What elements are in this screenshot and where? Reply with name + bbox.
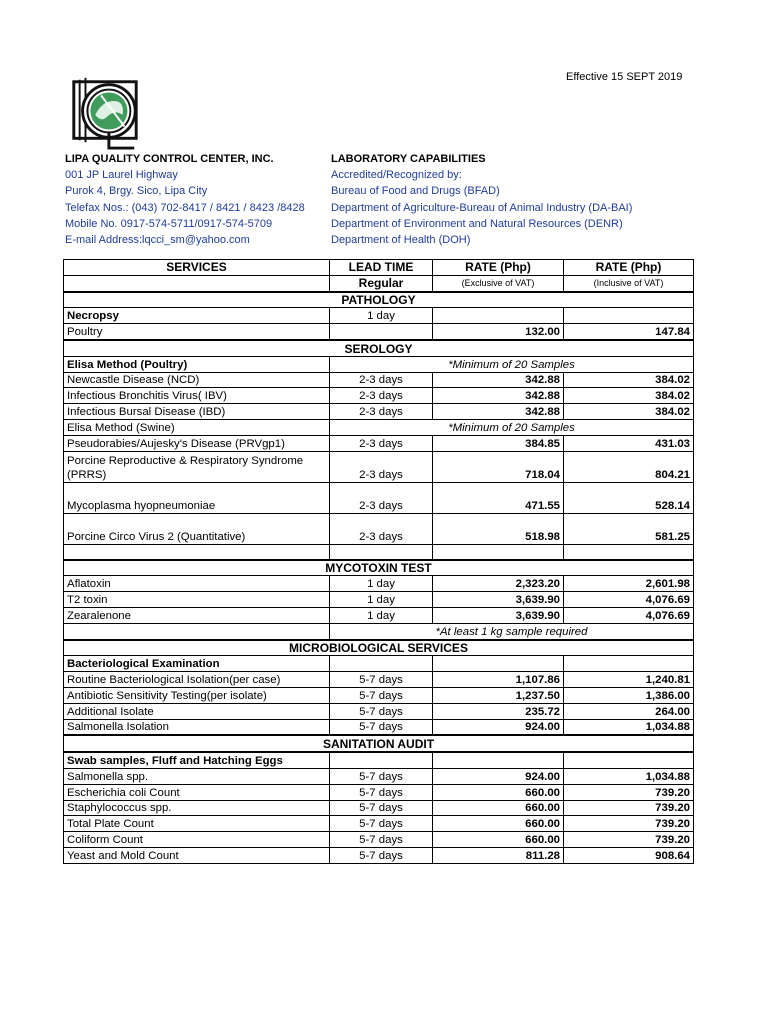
rate-in-cell: 4,076.69 [564,607,694,623]
table-row [64,482,694,513]
table-row [64,388,694,404]
service-cell: Porcine Circo Virus 2 (Quantitative) [64,513,330,544]
table-row [64,719,694,735]
rate-in-cell: 384.02 [564,404,694,420]
rate-ex-cell: 132.00 [433,324,564,340]
rate-in-cell: 264.00 [564,703,694,719]
note-sample-requirement: *At least 1 kg sample required [330,623,694,639]
rate-in-cell: 431.03 [564,435,694,451]
section-microbiological: MICROBIOLOGICAL SERVICES [64,640,694,656]
lead-cell [330,324,433,340]
service-cell: Routine Bacteriological Isolation(per case) [64,672,330,688]
effective-date: Effective 15 SEPT 2019 [566,71,683,83]
rate-ex-cell: 660.00 [433,832,564,848]
group-row [64,356,694,372]
rate-in-cell: 908.64 [564,847,694,863]
lead-cell: 2-3 days [330,482,433,513]
section-row [64,735,694,752]
rate-in-cell: 2,601.98 [564,576,694,592]
rate-ex-cell: 924.00 [433,719,564,735]
service-cell: Mycoplasma hyopneumoniae [64,482,330,513]
rate-in-cell: 739.20 [564,800,694,816]
lead-cell: 5-7 days [330,687,433,703]
spacer-row [64,544,694,560]
group-row [64,656,694,672]
rate-ex-cell: 660.00 [433,816,564,832]
lead-cell: 2-3 days [330,372,433,388]
rate-in-cell: 528.14 [564,482,694,513]
table-row [64,404,694,420]
section-row [64,560,694,576]
table-row [64,513,694,544]
rate-in-cell: 384.02 [564,388,694,404]
rate-ex-cell: 1,107.86 [433,672,564,688]
header-services: SERVICES [64,260,330,276]
group-swab-samples: Swab samples, Fluff and Hatching Eggs [64,752,330,768]
company-mobile: Mobile No. 0917-574-5711/0917-574-5709 [65,217,273,230]
services-rate-table [63,259,694,864]
company-address: 001 JP Laurel Highway [65,169,178,182]
rate-in-cell: 1,034.88 [564,768,694,784]
group-bacteriological: Bacteriological Examination [64,656,330,672]
rate-in-cell: 384.02 [564,372,694,388]
capabilities-line: Department of Environment and Natural Resources (DENR) [331,217,623,230]
header-regular: Regular [330,275,433,291]
lead-cell: 1 day [330,576,433,592]
lead-cell: 5-7 days [330,703,433,719]
service-cell: Zearalenone [64,607,330,623]
lead-cell: 5-7 days [330,816,433,832]
service-cell: Total Plate Count [64,816,330,832]
rate-ex-cell: 518.98 [433,513,564,544]
table-row [64,607,694,623]
rate-ex-cell: 342.88 [433,372,564,388]
table-row [64,816,694,832]
table-row [64,768,694,784]
rate-ex-cell: 235.72 [433,703,564,719]
rate-ex-cell: 660.00 [433,800,564,816]
group-row [64,308,694,324]
rate-in-cell: 739.20 [564,816,694,832]
section-sanitation: SANITATION AUDIT [64,735,694,752]
lead-cell: 5-7 days [330,719,433,735]
rate-in-cell: 1,034.88 [564,719,694,735]
group-elisa-swine: Elisa Method (Swine) [64,419,330,435]
group-row [64,419,694,435]
service-cell: Yeast and Mold Count [64,847,330,863]
company-logo-icon [66,72,144,150]
capabilities-title: LABORATORY CAPABILITIES [331,153,486,165]
service-cell: T2 toxin [64,592,330,608]
rate-in-cell: 739.20 [564,832,694,848]
rate-ex-cell: 384.85 [433,435,564,451]
table-row [64,324,694,340]
lead-cell: 5-7 days [330,784,433,800]
rate-in-cell: 581.25 [564,513,694,544]
header-rate-exclusive: RATE (Php) [433,260,564,276]
service-cell: Salmonella Isolation [64,719,330,735]
rate-ex-cell: 660.00 [433,784,564,800]
capabilities-line: Department of Health (DOH) [331,234,471,247]
note-row [64,623,694,639]
service-cell: Escherichia coli Count [64,784,330,800]
table-row [64,435,694,451]
group-row [64,752,694,768]
rate-in-cell: 147.84 [564,324,694,340]
service-cell: Staphylococcus spp. [64,800,330,816]
lead-cell: 5-7 days [330,768,433,784]
header-lead-time: LEAD TIME [330,260,433,276]
section-row [64,292,694,308]
table-row [64,847,694,863]
rate-ex-cell: 1,237.50 [433,687,564,703]
service-cell: Infectious Bronchitis Virus( IBV) [64,388,330,404]
header-exclusive-vat: (Exclusive of VAT) [433,275,564,291]
rate-ex-cell: 342.88 [433,404,564,420]
capabilities-line: Department of Agriculture-Bureau of Animal Industry (DA-BAI) [331,201,633,214]
lead-cell: 5-7 days [330,847,433,863]
lead-cell: 5-7 days [330,832,433,848]
rate-in-cell: 804.21 [564,451,694,482]
lead-cell: 1 day [330,607,433,623]
service-cell: Poultry [64,324,330,340]
lead-cell: 1 day [330,592,433,608]
lead-cell: 2-3 days [330,404,433,420]
group-elisa-poultry: Elisa Method (Poultry) [64,356,330,372]
lead-cell: 1 day [330,308,433,324]
section-serology: SEROLOGY [64,340,694,356]
company-telefax: Telefax Nos.: (043) 702-8417 / 8421 / 8423 /8428 [65,201,305,214]
lead-cell: 2-3 days [330,513,433,544]
lead-cell: 2-3 days [330,451,433,482]
capabilities-line: Accredited/Recognized by: [331,169,462,182]
table-row [64,372,694,388]
service-cell: Antibiotic Sensitivity Testing(per isolate) [64,687,330,703]
service-cell: Pseudorabies/Aujesky's Disease (PRVgp1) [64,435,330,451]
lead-cell: 2-3 days [330,435,433,451]
company-name: LIPA QUALITY CONTROL CENTER, INC. [65,153,274,165]
service-cell: Newcastle Disease (NCD) [64,372,330,388]
rate-ex-cell: 924.00 [433,768,564,784]
table-header-row [64,260,694,276]
service-cell: Coliform Count [64,832,330,848]
rate-in-cell: 1,240.81 [564,672,694,688]
table-row [64,576,694,592]
table-row [64,703,694,719]
rate-in-cell: 4,076.69 [564,592,694,608]
section-row [64,640,694,656]
table-row [64,451,694,482]
table-subheader-row [64,275,694,291]
table-row [64,592,694,608]
rate-ex-cell: 471.55 [433,482,564,513]
table-row [64,832,694,848]
capabilities-line: Bureau of Food and Drugs (BFAD) [331,185,500,198]
rate-in-cell: 739.20 [564,784,694,800]
service-cell: Porcine Reproductive & Respiratory Syndrome (PRRS) [64,451,330,482]
lead-cell: 5-7 days [330,672,433,688]
header-inclusive-vat: (Inclusive of VAT) [564,275,694,291]
service-cell: Infectious Bursal Disease (IBD) [64,404,330,420]
rate-in-cell: 1,386.00 [564,687,694,703]
table-row [64,672,694,688]
rate-ex-cell: 3,639.90 [433,592,564,608]
section-row [64,340,694,356]
company-info [65,151,330,248]
rate-ex-cell: 2,323.20 [433,576,564,592]
table-row [64,800,694,816]
rate-ex-cell: 342.88 [433,388,564,404]
section-pathology: PATHOLOGY [64,292,694,308]
lead-cell: 5-7 days [330,800,433,816]
company-email: E-mail Address:lqcci_sm@yahoo.com [65,234,250,247]
header-rate-inclusive: RATE (Php) [564,260,694,276]
lead-cell: 2-3 days [330,388,433,404]
rate-ex-cell: 718.04 [433,451,564,482]
service-cell: Aflatoxin [64,576,330,592]
note-min-samples: *Minimum of 20 Samples [330,419,694,435]
lab-capabilities [331,151,711,248]
company-city: Purok 4, Brgy. Sico, Lipa City [65,185,208,198]
section-mycotoxin: MYCOTOXIN TEST [64,560,694,576]
group-necropsy: Necropsy [64,308,330,324]
rate-ex-cell: 3,639.90 [433,607,564,623]
service-cell: Additional Isolate [64,703,330,719]
table-row [64,687,694,703]
service-cell: Salmonella spp. [64,768,330,784]
note-min-samples: *Minimum of 20 Samples [330,356,694,372]
table-row [64,784,694,800]
rate-ex-cell: 811.28 [433,847,564,863]
